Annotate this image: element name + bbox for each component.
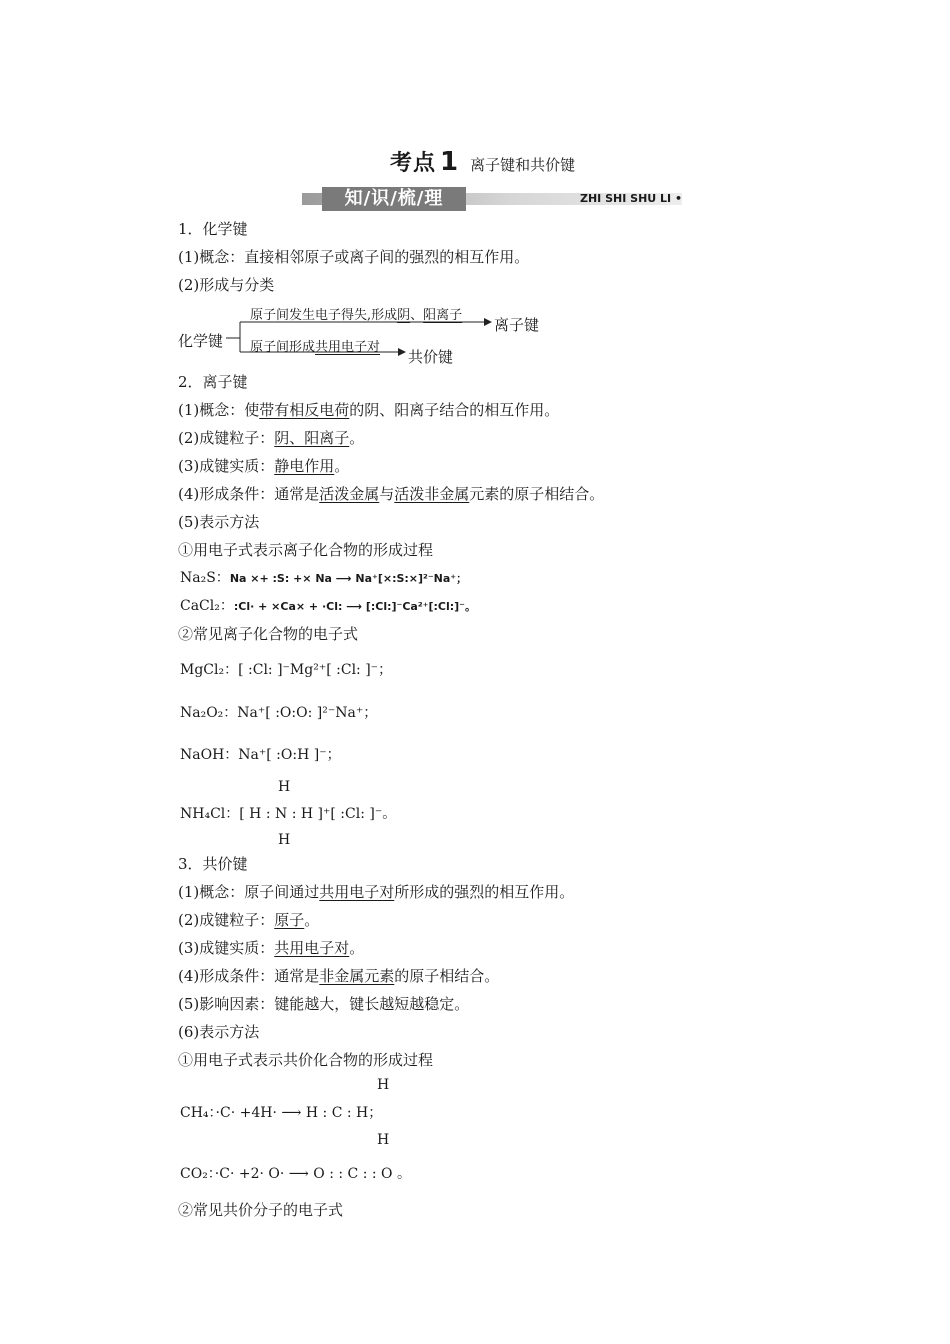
diagram-upper-text: 原子间发生电子得失,形成阴、阳离子 bbox=[250, 308, 463, 323]
s1-formation: (2)形成与分类 bbox=[178, 276, 275, 294]
s3-method-1: ①用电子式表示共价化合物的形成过程 bbox=[178, 1051, 434, 1069]
s3-factors: (5)影响因素：键能越大，键长越短越稳定。 bbox=[178, 995, 470, 1013]
section-title bbox=[390, 146, 575, 180]
title-subtitle: 离子键和共价键 bbox=[470, 156, 576, 174]
co2-formation: CO₂：·C· +2· O· ⟶ O : : C : : O 。 bbox=[180, 1166, 411, 1182]
nh4cl-h-top: H bbox=[278, 779, 291, 795]
na2s-formation: Na₂S：Na ×+ :S: +× Na ⟶ Na⁺[×:S:×]²⁻Na⁺； bbox=[180, 570, 468, 586]
s3-representation: (6)表示方法 bbox=[178, 1023, 260, 1041]
banner-label: 知/识/梳/理 bbox=[322, 187, 466, 211]
ch4-formation: CH₄：·C· +4H· ⟶ H : C : H； bbox=[180, 1105, 383, 1121]
na2o2-formula: Na₂O₂：Na⁺[ :O:O: ]²⁻Na⁺； bbox=[180, 705, 378, 721]
title-label: 考点 bbox=[390, 151, 437, 176]
ch4-h-top: H bbox=[377, 1077, 390, 1093]
s2-method-2: ②常见离子化合物的电子式 bbox=[178, 625, 359, 643]
s3-method-2: ②常见共价分子的电子式 bbox=[178, 1201, 344, 1219]
title-number: 1 bbox=[440, 147, 459, 177]
nh4cl-h-bottom: H bbox=[278, 832, 291, 848]
nh4cl-formula: NH₄Cl：[ H : N : H ]⁺[ :Cl: ]⁻。 bbox=[180, 806, 397, 822]
s3-concept: (1)概念：原子间通过共用电子对所形成的强烈的相互作用。 bbox=[178, 883, 575, 901]
ch4-h-bottom: H bbox=[377, 1132, 390, 1148]
s2-heading: 2．离子键 bbox=[178, 373, 248, 391]
s1-heading: 1．化学键 bbox=[178, 220, 248, 238]
s2-concept: (1)概念：使带有相反电荷的阴、阳离子结合的相互作用。 bbox=[178, 401, 560, 419]
s1-concept: (1)概念：直接相邻原子或离子间的强烈的相互作用。 bbox=[178, 248, 530, 266]
naoh-formula: NaOH：Na⁺[ :O:H ]⁻； bbox=[180, 747, 341, 763]
s3-condition: (4)形成条件：通常是非金属元素的原子相结合。 bbox=[178, 967, 500, 985]
banner-pinyin: ZHI SHI SHU LI • bbox=[580, 192, 683, 205]
s2-essence: (3)成键实质：静电作用。 bbox=[178, 457, 350, 475]
cacl2-formation: CaCl₂：:Cl· + ×Ca× + ·Cl: ⟶ [:Cl:]⁻Ca²⁺[:Cl:]⁻。 bbox=[180, 598, 476, 614]
s3-particles: (2)成键粒子：原子。 bbox=[178, 911, 320, 929]
s3-heading: 3．共价键 bbox=[178, 855, 248, 873]
diagram-root: 化学键 bbox=[178, 332, 224, 350]
s2-method-1: ①用电子式表示离子化合物的形成过程 bbox=[178, 541, 434, 559]
diagram-ionic-bond: 离子键 bbox=[494, 316, 540, 334]
mgcl2-formula: MgCl₂：[ :Cl: ]⁻Mg²⁺[ :Cl: ]⁻； bbox=[180, 662, 393, 678]
knowledge-banner bbox=[302, 187, 682, 211]
s3-essence: (3)成键实质：共用电子对。 bbox=[178, 939, 365, 957]
s2-particles: (2)成键粒子：阴、阳离子。 bbox=[178, 429, 365, 447]
s2-representation: (5)表示方法 bbox=[178, 513, 260, 531]
s2-condition: (4)形成条件：通常是活泼金属与活泼非金属元素的原子相结合。 bbox=[178, 485, 605, 503]
diagram-covalent-bond: 共价键 bbox=[408, 348, 454, 366]
diagram-lower-text: 原子间形成共用电子对 bbox=[250, 340, 381, 355]
